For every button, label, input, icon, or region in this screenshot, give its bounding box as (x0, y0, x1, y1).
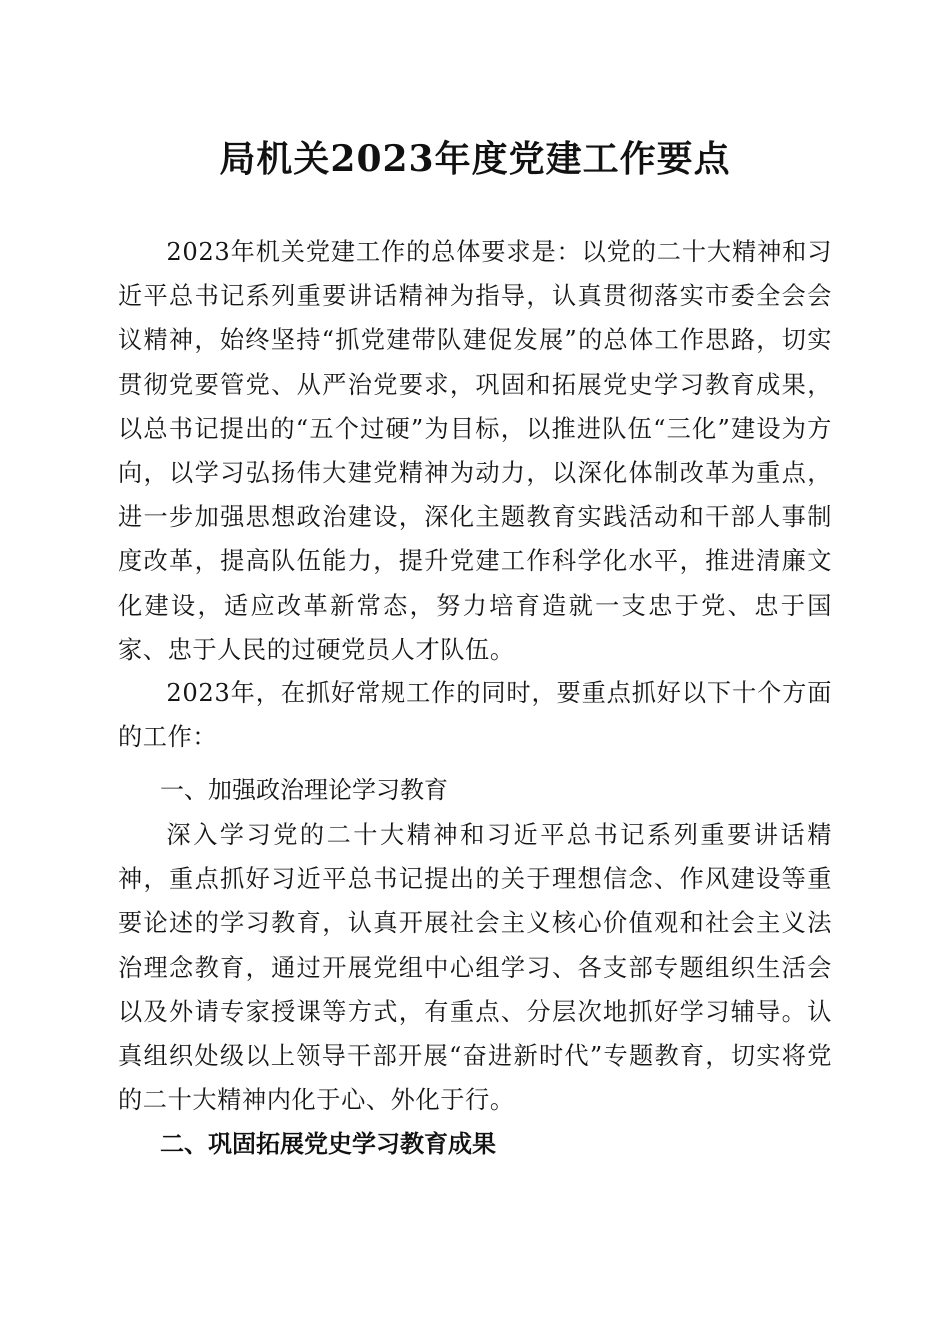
section-heading-1: 一、加强政治理论学习教育 (160, 776, 448, 804)
key-work-paragraph: 2023年，在抓好常规工作的同时，要重点抓好以下十个方面的工作： (118, 679, 832, 752)
section-1-paragraph: 深入学习党的二十大精神和习近平总书记系列重要讲话精神，重点抓好习近平总书记提出的关于理想信念、作风建设等重要论述的学习教育，认真开展社会主义核心价值观和社会主义法治理念教育，通过开展党组中心组学习、各支部专题组织生活会以及外请专家授课等方式，有重点、分层次地抓好学习辅导。认真组织处级以上领导干部开展“奋进新时代”专题教育，切实将党的二十大精神内化于心、外化于行。 (118, 821, 832, 1115)
document-title: 局机关2023年度党建工作要点 (219, 138, 731, 180)
section-heading-2: 二、巩固拓展党史学习教育成果 (160, 1130, 496, 1158)
intro-paragraph: 2023年机关党建工作的总体要求是：以党的二十大精神和习近平总书记系列重要讲话精神为指导，认真贯彻落实市委全会会议精神，始终坚持“抓党建带队建促发展”的总体工作思路，切实贯彻党要管党、从严治党要求，巩固和拓展党史学习教育成果，以总书记提出的“五个过硬”为目标，以推进队伍“三化”建设为方向，以学习弘扬伟大建党精神为动力，以深化体制改革为重点，进一步加强思想政治建设，深化主题教育实践活动和干部人事制度改革，提高队伍能力，提升党建工作科学化水平，推进清廉文化建设，适应改革新常态，努力培育造就一支忠于党、忠于国家、忠于人民的过硬党员人才队伍。 (118, 238, 832, 664)
